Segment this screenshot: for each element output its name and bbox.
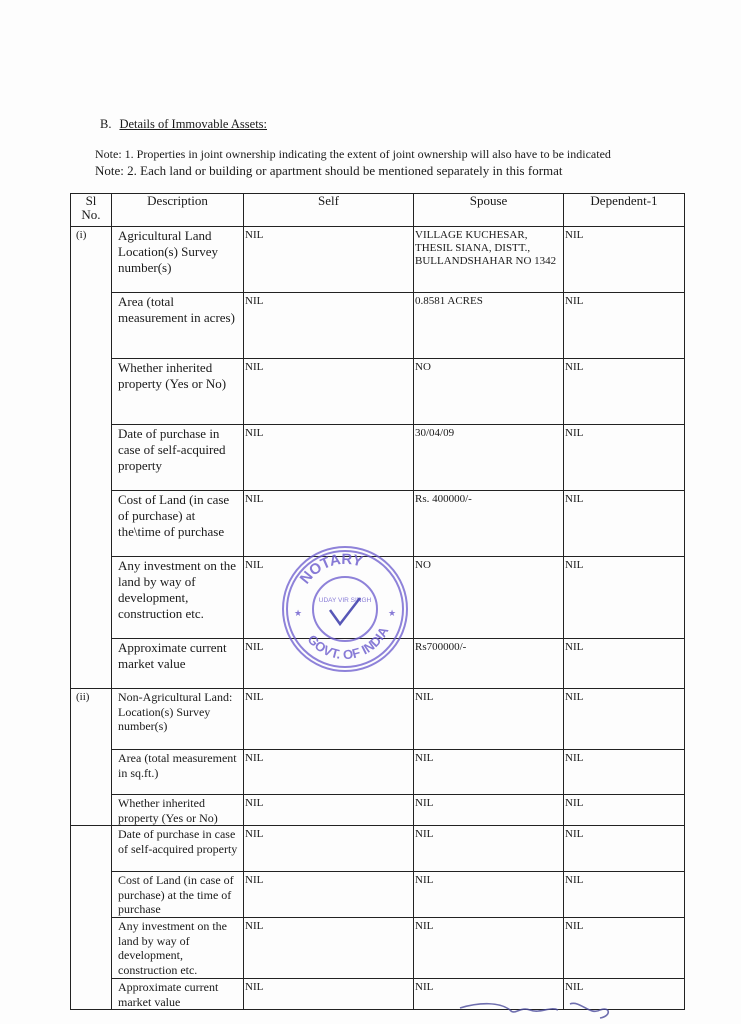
immovable-assets-table: [70, 193, 685, 1010]
table-row: [71, 979, 685, 1010]
row-description: Date of purchase in case of self-acquired property: [112, 826, 244, 872]
row-dependent: NIL: [564, 557, 685, 639]
row-dependent: NIL: [564, 491, 685, 557]
row-description: Any investment on the land by way of development, construction etc.: [112, 918, 244, 979]
row-self: NIL: [244, 293, 414, 359]
row-dependent: NIL: [564, 979, 685, 1010]
row-spouse: NO: [414, 359, 564, 425]
row-self: NIL: [244, 872, 414, 918]
row-description: Any investment on the land by way of development, construction etc.: [112, 557, 244, 639]
row-self: NIL: [244, 359, 414, 425]
row-description: Area (total measurement in acres): [112, 293, 244, 359]
row-description: Whether inherited property (Yes or No): [112, 795, 244, 826]
row-dependent: NIL: [564, 872, 685, 918]
row-self: NIL: [244, 795, 414, 826]
row-self: NIL: [244, 689, 414, 750]
row-spouse: NIL: [414, 979, 564, 1010]
row-description: Date of purchase in case of self-acquired property: [112, 425, 244, 491]
row-dependent: NIL: [564, 750, 685, 795]
row-spouse: Rs700000/-: [414, 639, 564, 689]
row-description: Cost of Land (in case of purchase) at the time of purchase: [112, 872, 244, 918]
row-spouse: 30/04/09: [414, 425, 564, 491]
table-row: [71, 425, 685, 491]
row-spouse: NIL: [414, 872, 564, 918]
stamp-star-right: ★: [388, 608, 397, 618]
row-spouse: 0.8581 ACRES: [414, 293, 564, 359]
row-self: NIL: [244, 227, 414, 293]
table-row: [71, 359, 685, 425]
table-row: [71, 689, 685, 750]
table-row: [71, 639, 685, 689]
row-description: Non-Agricultural Land: Location(s) Survey number(s): [112, 689, 244, 750]
row-spouse: NIL: [414, 826, 564, 872]
row-self: NIL: [244, 425, 414, 491]
row-dependent: NIL: [564, 826, 685, 872]
row-dependent: NIL: [564, 795, 685, 826]
row-self: NIL: [244, 491, 414, 557]
row-self: NIL: [244, 826, 414, 872]
row-spouse: NIL: [414, 918, 564, 979]
note-2: Note: 2. Each land or building or apartment should be mentioned separately in this format: [95, 163, 563, 178]
table-row: [71, 227, 685, 293]
row-description: Cost of Land (in case of purchase) at the\time of purchase: [112, 491, 244, 557]
row-dependent: NIL: [564, 689, 685, 750]
row-spouse: NIL: [414, 795, 564, 826]
row-self: NIL: [244, 750, 414, 795]
header-dependent: Dependent-1: [564, 194, 685, 227]
table-row: [71, 491, 685, 557]
row-description: Approximate current market value: [112, 639, 244, 689]
header-sl: Sl No.: [71, 194, 112, 227]
stamp-center-text: UDAY VIR SINGH: [318, 597, 372, 604]
row-sl-i: (i): [71, 227, 112, 689]
row-description: Whether inherited property (Yes or No): [112, 359, 244, 425]
section-letter: B.: [100, 117, 112, 131]
table-row: [71, 293, 685, 359]
table-row: [71, 918, 685, 979]
row-self: NIL: [244, 639, 414, 689]
stamp-star-left: ★: [294, 608, 303, 618]
table-row: [71, 872, 685, 918]
row-dependent: NIL: [564, 359, 685, 425]
table-row: [71, 557, 685, 639]
row-dependent: NIL: [564, 293, 685, 359]
header-self: Self: [244, 194, 414, 227]
table-row: [71, 750, 685, 795]
row-spouse: VILLAGE KUCHESAR, THESIL SIANA, DISTT., BULLANDSHAHAR NO 1342: [414, 227, 564, 293]
row-sl-ii-cont: [71, 826, 112, 1010]
row-description: Agricultural Land Location(s) Survey number(s): [112, 227, 244, 293]
row-dependent: NIL: [564, 425, 685, 491]
row-spouse: NIL: [414, 750, 564, 795]
row-self: NIL: [244, 979, 414, 1010]
header-description: Description: [112, 194, 244, 227]
table-header-row: [71, 194, 685, 227]
table-row: [71, 826, 685, 872]
row-dependent: NIL: [564, 227, 685, 293]
row-self: NIL: [244, 918, 414, 979]
row-description: Area (total measurement in sq.ft.): [112, 750, 244, 795]
row-dependent: NIL: [564, 639, 685, 689]
stamp-bottom-text: GOVT. OF INDIA: [304, 624, 392, 663]
row-spouse: NO: [414, 557, 564, 639]
row-description: Approximate current market value: [112, 979, 244, 1010]
note-1: Note: 1. Properties in joint ownership indicating the extent of joint ownership will also have to be indicated: [95, 147, 611, 161]
header-spouse: Spouse: [414, 194, 564, 227]
row-spouse: Rs. 400000/-: [414, 491, 564, 557]
section-heading: [100, 117, 267, 132]
row-self: NIL: [244, 557, 414, 639]
row-dependent: NIL: [564, 918, 685, 979]
section-title: Details of Immovable Assets:: [119, 117, 268, 131]
table-row: [71, 795, 685, 826]
stamp-top-text: NOTARY: [296, 550, 365, 588]
row-sl-ii: (ii): [71, 689, 112, 826]
row-spouse: NIL: [414, 689, 564, 750]
